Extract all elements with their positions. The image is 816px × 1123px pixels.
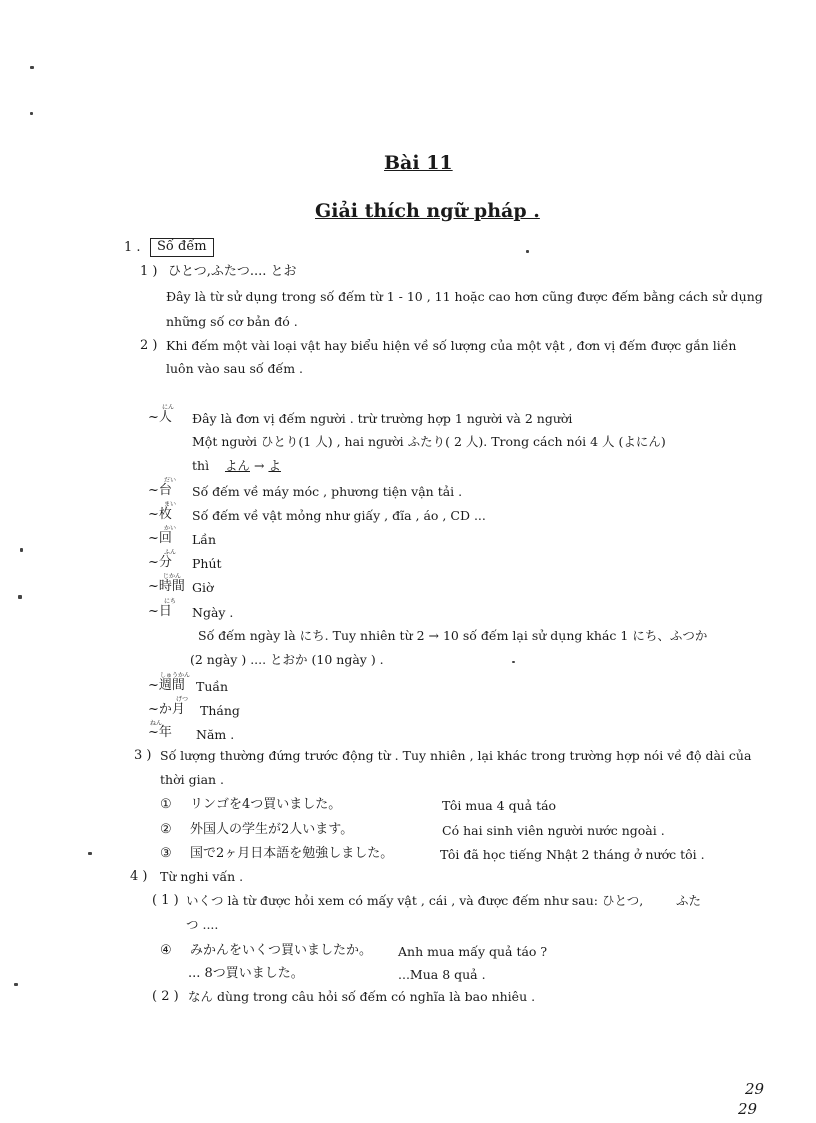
counter-nin-line3-thi: thì (192, 458, 210, 473)
example-1-mark: ① (160, 797, 172, 812)
example-3-japanese: 国で2ヶ月日本語を勉強しました。 (190, 846, 394, 861)
item-3-text-line1: Số lượng thường đứng trước động từ . Tuy nhiên , lại khác trong trường hợp nói về độ dài của (160, 748, 752, 763)
counter-nin-yon: よん (224, 458, 250, 473)
counter-nichi-line3: (2 ngày ) .... とおか (10 ngày ) . (190, 652, 384, 667)
item-1-text-line2: những số cơ bản đó . (166, 314, 298, 329)
counter-nichi-desc: Ngày . (192, 605, 234, 620)
counter-nin-line3 (192, 458, 281, 474)
example-4-answer-japanese: ... 8つ買いました。 (188, 966, 304, 981)
counter-nin-line2: Một người ひとり(1 人) , hai người ふたり( 2 人). Trong cách nói 4 人 (よにん) (192, 434, 666, 449)
counter-nichi-ruby: にち (164, 598, 177, 605)
item-1-heading: ひとつ,ふたつ.... とお (168, 264, 297, 279)
counter-nin-ruby: にん (162, 404, 175, 411)
scan-speck (30, 66, 34, 69)
example-3-mark: ③ (160, 846, 172, 861)
counter-nichi-term: ~日 (148, 604, 172, 619)
item-1-number: 1 ) (140, 264, 158, 279)
example-1-japanese: リンゴを4つ買いました。 (190, 797, 342, 812)
counter-nen-ruby: ねん (150, 720, 163, 727)
counter-shuukan-ruby: しゅうかん (160, 672, 191, 679)
example-2-vietnamese: Có hai sinh viên người nước ngoài . (442, 823, 665, 838)
section-title: Giải thích ngữ pháp . (315, 200, 540, 222)
section-1-number: 1 . (124, 240, 141, 255)
counter-jikan-ruby: じかん (163, 573, 182, 580)
example-1-vietnamese: Tôi mua 4 quả táo (442, 798, 557, 813)
arrow-icon: → (253, 458, 265, 473)
counter-shuukan-term: ~週間 (148, 678, 185, 693)
question-1-futa: ふた (676, 893, 702, 908)
scan-speck (14, 983, 18, 986)
counter-dai-term: ~台 (148, 483, 172, 498)
counter-nin-desc: Đây là đơn vị đếm người . trừ trường hợp 1 người và 2 người (192, 411, 573, 426)
page-number: 29 (738, 1100, 758, 1118)
scan-speck (18, 595, 22, 599)
scan-speck (20, 548, 23, 552)
scan-speck (88, 852, 92, 855)
counter-nen-desc: Năm . (196, 727, 235, 742)
counter-mai-term: ~枚 (148, 507, 172, 522)
question-1-line1: いくつ là từ được hỏi xem có mấy vật , cái , và được đếm như sau: ひとつ, (186, 893, 644, 908)
question-2-line1: なん dùng trong câu hỏi số đếm có nghĩa là bao nhiêu . (188, 989, 536, 1004)
item-1-text-line1: Đây là từ sử dụng trong số đếm từ 1 - 10 , 11 hoặc cao hơn cũng được đếm bằng cách sử dụng (166, 289, 763, 304)
item-2-text-line2: luôn vào sau số đếm . (166, 361, 304, 376)
item-4-heading: Từ nghi vấn . (160, 869, 244, 884)
counter-kagetsu-ruby: げつ (176, 696, 189, 703)
counter-nin-yo: よ (268, 458, 281, 473)
counter-mai-desc: Số đếm về vật mỏng như giấy , đĩa , áo , CD ... (192, 508, 486, 523)
counter-fun-desc: Phút (192, 556, 222, 571)
counter-mai-ruby: まい (164, 501, 177, 508)
example-2-mark: ② (160, 822, 172, 837)
question-1-line2: つ .... (186, 917, 219, 932)
scan-speck (512, 661, 515, 663)
example-4-vietnamese: Anh mua mấy quả táo ? (398, 944, 548, 959)
example-2-japanese: 外国人の学生が2人います。 (190, 822, 354, 837)
example-4-answer-vietnamese: ...Mua 8 quả . (398, 967, 486, 982)
counter-jikan-desc: Giờ (192, 580, 214, 595)
section-1-label: Số đếm (150, 238, 214, 257)
question-2-number: ( 2 ) (152, 989, 179, 1004)
item-2-text-line1: Khi đếm một vài loại vật hay biểu hiện về số lượng của một vật , đơn vị đếm được gắn liền (166, 338, 737, 353)
counter-dai-ruby: だい (164, 477, 177, 484)
page-number-handwritten: 29 (745, 1080, 765, 1098)
example-3-vietnamese: Tôi đã học tiếng Nhật 2 tháng ở nước tôi . (440, 847, 705, 862)
counter-shuukan-desc: Tuần (196, 679, 229, 694)
item-2-number: 2 ) (140, 338, 158, 353)
counter-dai-desc: Số đếm về máy móc , phương tiện vận tải . (192, 484, 463, 499)
counter-nichi-line2: Số đếm ngày là にち. Tuy nhiên từ 2 → 10 số đếm lại sử dụng khác 1 にち、ふつか (198, 628, 708, 643)
counter-kai-term: ~回 (148, 531, 172, 546)
counter-fun-ruby: ふん (164, 549, 177, 556)
counter-fun-term: ~分 (148, 555, 172, 570)
item-3-number: 3 ) (134, 748, 152, 763)
item-3-text-line2: thời gian . (160, 772, 225, 787)
counter-kai-desc: Lần (192, 532, 217, 547)
scan-speck (30, 112, 33, 115)
example-4-japanese: みかんをいくつ買いましたか。 (190, 943, 373, 958)
counter-kagetsu-desc: Tháng (200, 703, 240, 718)
lesson-title: Bài 11 (384, 152, 453, 174)
question-1-number: ( 1 ) (152, 893, 179, 908)
counter-kagetsu-term: ~か月 (148, 702, 185, 717)
example-4-mark: ④ (160, 943, 172, 958)
counter-jikan-term: ~時間 (148, 579, 185, 594)
counter-nen-term: ~年 (148, 725, 172, 740)
scan-speck (526, 250, 529, 253)
item-4-number: 4 ) (130, 869, 148, 884)
counter-nin-term: ~人 (148, 410, 172, 425)
counter-kai-ruby: かい (164, 525, 177, 532)
